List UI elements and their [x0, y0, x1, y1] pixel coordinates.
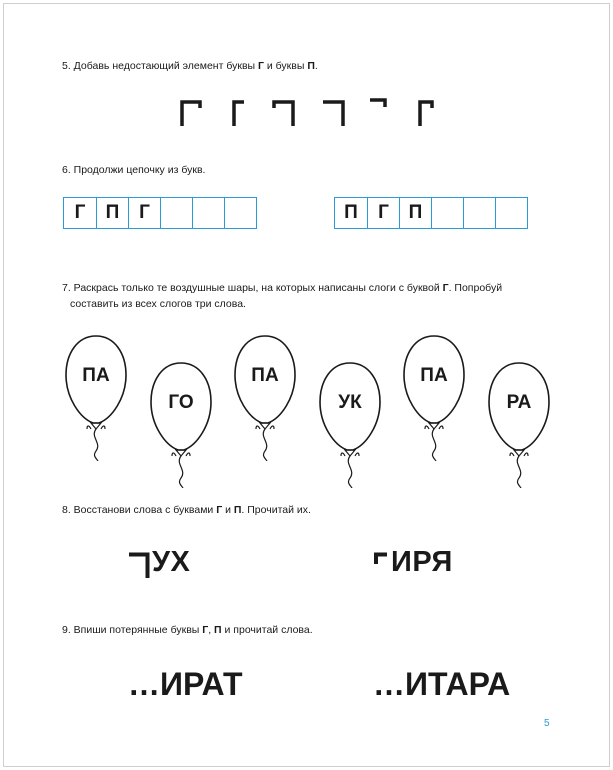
partial-letter-word-1	[128, 552, 150, 578]
partial-letter-6	[418, 100, 434, 126]
missing-letter-word-1[interactable]: …ИРАТ	[128, 666, 243, 702]
chain-cell: П	[399, 198, 431, 228]
letter-chain-1	[63, 197, 257, 229]
balloon-syllable: ПА	[82, 365, 110, 386]
balloon[interactable]	[401, 333, 467, 461]
chain-cell: Г	[74, 202, 86, 223]
chain-empty-cell[interactable]	[463, 198, 495, 228]
chain-cell: Г	[128, 198, 160, 228]
partial-letter-word-2	[374, 552, 388, 564]
balloon[interactable]	[232, 333, 298, 461]
chain-cell: П	[96, 198, 128, 228]
chain-empty-cell[interactable]	[431, 198, 463, 228]
balloon-syllable: ПА	[251, 365, 279, 386]
word-2-rest: ИРЯ	[391, 546, 453, 578]
balloon[interactable]	[317, 360, 383, 488]
balloon-syllable: РА	[506, 392, 532, 413]
partial-letter-4	[322, 100, 346, 126]
chain-empty-cell[interactable]	[224, 198, 256, 228]
balloon-syllable: ПА	[420, 365, 448, 386]
task-9-instruction: 9. Впиши потерянные буквы Г, П и прочитай слова.	[62, 624, 313, 636]
letter-chain-2	[334, 197, 528, 229]
partial-letter-2	[232, 100, 246, 126]
missing-letter-word-2[interactable]: …ИТАРА	[373, 666, 511, 702]
chain-cell: Г	[367, 198, 399, 228]
chain-empty-cell[interactable]	[192, 198, 224, 228]
task-5-instruction: 5. Добавь недостающий элемент буквы Г и буквы П.	[62, 60, 318, 72]
partial-letter-1	[180, 100, 202, 126]
task-6-instruction: 6. Продолжи цепочку из букв.	[62, 164, 206, 176]
task-7-instruction: 7. Раскрась только те воздушные шары, на которых написаны слоги с буквой Г. Попробуй составить из всех слогов три слова.	[62, 282, 503, 310]
page-number: 5	[544, 718, 550, 729]
balloon-syllable: УК	[338, 392, 362, 413]
word-1-rest: УХ	[152, 546, 191, 578]
balloon-syllable: ГО	[168, 392, 194, 413]
balloon[interactable]	[63, 333, 129, 461]
balloon[interactable]	[486, 360, 552, 488]
chain-empty-cell[interactable]	[495, 198, 527, 228]
partial-letter-5	[368, 98, 388, 110]
task-8-instruction: 8. Восстанови слова с буквами Г и П. Прочитай их.	[62, 504, 311, 516]
partial-letter-3	[272, 100, 296, 126]
chain-empty-cell[interactable]	[160, 198, 192, 228]
balloon[interactable]	[148, 360, 214, 488]
chain-cell: П	[344, 202, 358, 223]
